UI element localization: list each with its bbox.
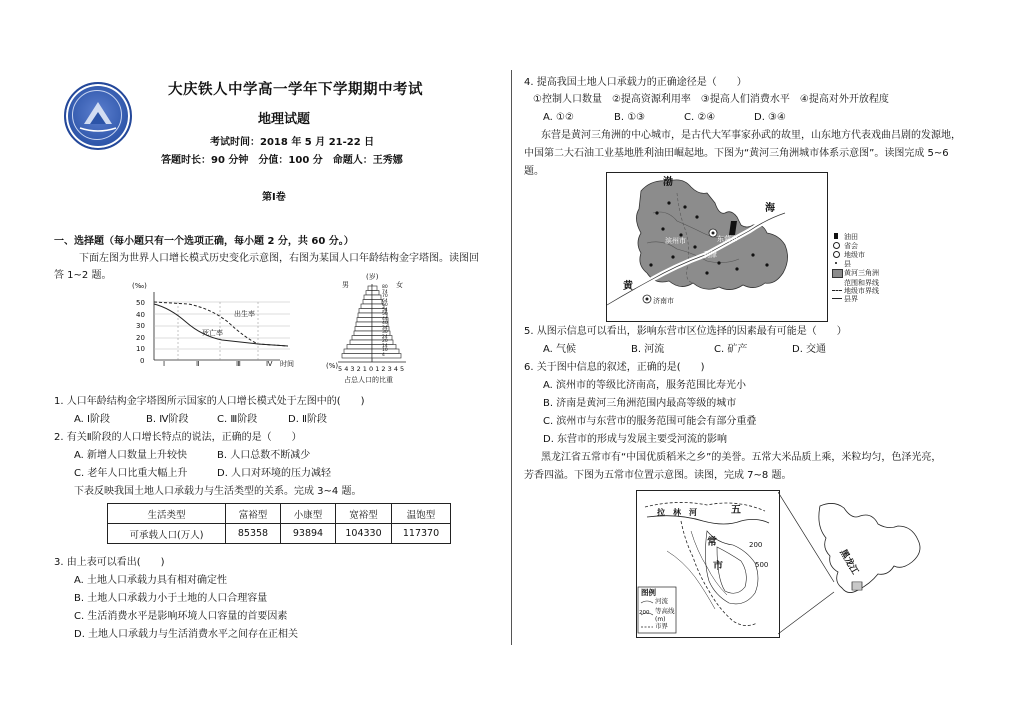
q1-option-c[interactable]: C. Ⅲ阶段 <box>217 414 258 425</box>
q4-option-d[interactable]: D. ③④ <box>754 112 786 123</box>
legend-title: 图例 <box>641 588 656 597</box>
q4-items: ①控制人口数量 ②提高资源利用率 ③提高人们消费水平 ④提高对外开放程度 <box>533 94 889 105</box>
yellow-river-delta-map <box>606 172 828 322</box>
wuchang-map: 拉 林 河 五 常 市 200 500 图例 河流 等高线 (m) 200 市界 <box>636 490 780 638</box>
q2-option-a[interactable]: A. 新增人口数量上升较快 <box>74 450 188 461</box>
table-row-label: 可承载人口(万人) <box>108 524 226 544</box>
q4-option-a[interactable]: A. ①② <box>543 112 574 123</box>
q1-option-a[interactable]: A. Ⅰ阶段 <box>74 414 110 425</box>
q1-option-d[interactable]: D. Ⅱ阶段 <box>288 414 327 425</box>
map1-legend: 油田 省会 地级市 县 黄河三角洲 范围和界线 地级市界线 县界 <box>832 232 902 302</box>
province-label: 黑龙江 <box>837 548 860 577</box>
sea-label: 渤 <box>663 177 673 188</box>
binzhou-label: 滨州市 <box>665 237 686 245</box>
table-header: 小康型 <box>281 504 336 524</box>
q2-option-d[interactable]: D. 人口对环境的压力减轻 <box>217 468 332 479</box>
heilongjiang-map <box>800 496 930 608</box>
question-2: 2. 有关Ⅱ阶段的人口增长特点的说法，正确的是（ ） <box>54 432 302 443</box>
dongying-intro-2: 中国第二大石油工业基地胜利油田崛起地。下图为“黄河三角洲城市体系示意图”。读图完成 5~6 <box>524 148 949 159</box>
sea-label-2: 海 <box>765 203 775 214</box>
volume-title: 第Ⅰ卷 <box>262 192 286 203</box>
wuchang-intro: 黑龙江省五常市有“中国优质稻米之乡”的美誉。五常大米品质上乘，米粒均匀，色泽光亮， <box>541 452 942 463</box>
jinan-label: 济南市 <box>653 297 674 305</box>
carrying-capacity-table <box>107 503 451 544</box>
q6-option-c[interactable]: C. 滨州市与东营市的服务范围可能会有部分重叠 <box>543 416 757 427</box>
question-4: 4. 提高我国土地人口承载力的正确途径是（ ） <box>524 77 747 88</box>
dongying-label: 东营市 <box>717 235 738 243</box>
q4-option-b[interactable]: B. ①③ <box>614 112 646 123</box>
section-heading: 一、选择题（每小题只有一个选项正确，每小题 2 分，共 60 分。） <box>54 236 354 247</box>
table-cell: 104330 <box>336 524 392 544</box>
subject-title: 地理试题 <box>258 112 311 127</box>
river-label: 黄 <box>623 281 633 292</box>
column-divider <box>511 70 512 645</box>
q6-option-a[interactable]: A. 滨州市的等级比济南高，服务范围比寿光小 <box>543 380 747 391</box>
birth-rate-label: 出生率 <box>234 310 255 318</box>
dongying-intro: 东营是黄河三角洲的中心城市，是古代大军事家孙武的故里，山东地方代表戏曲吕剧的发源地， <box>541 130 961 141</box>
q5-option-b[interactable]: B. 河流 <box>631 344 665 355</box>
exam-time: 考试时间：2018 年 5 月 21-22 日 <box>210 137 375 148</box>
pyramid-ages: 80 74 70 64 60 54 50 44 40 34 30 24 20 14 10 4 <box>382 285 388 358</box>
q5-option-a[interactable]: A. 气候 <box>543 344 577 355</box>
lijin-label: 利津 <box>703 251 717 259</box>
q5-option-d[interactable]: D. 交通 <box>792 344 827 355</box>
table-cell: 85358 <box>226 524 281 544</box>
table-cell: 93894 <box>281 524 336 544</box>
q3-option-d[interactable]: D. 土地人口承载力与生活消费水平之间存在正相关 <box>74 629 299 640</box>
table-header: 温饱型 <box>392 504 451 524</box>
q3-option-b[interactable]: B. 土地人口承载力小于土地的人口合理容量 <box>74 593 268 604</box>
dongying-intro-3: 题。 <box>524 166 544 177</box>
table-cell: 117370 <box>392 524 451 544</box>
q2-option-c[interactable]: C. 老年人口比重大幅上升 <box>74 468 188 479</box>
question-6: 6. 关于图中信息的叙述，正确的是( ) <box>524 362 705 373</box>
q3-option-a[interactable]: A. 土地人口承载力具有相对确定性 <box>74 575 228 586</box>
q1-option-b[interactable]: B. Ⅳ阶段 <box>146 414 189 425</box>
duration-info: 答题时长：90 分钟 分值：100 分 命题人：王秀娜 <box>161 155 403 166</box>
lalin-river-label: 拉 林 河 <box>657 508 697 517</box>
q6-option-b[interactable]: B. 济南是黄河三角洲范围内最高等级的城市 <box>543 398 737 409</box>
contour-label: 500 <box>755 561 769 569</box>
table-header: 富裕型 <box>226 504 281 524</box>
question-5: 5. 从图示信息可以看出，影响东营市区位选择的因素最有可能是（ ） <box>524 326 847 337</box>
table-header: 宽裕型 <box>336 504 392 524</box>
q6-option-d[interactable]: D. 东营市的形成与发展主要受河流的影响 <box>543 434 728 445</box>
q4-option-c[interactable]: C. ②④ <box>684 112 716 123</box>
exam-title: 大庆铁人中学高一学年下学期期中考试 <box>168 82 423 98</box>
q5-option-c[interactable]: C. 矿产 <box>714 344 748 355</box>
table-intro: 下表反映我国土地人口承载力与生活类型的关系。完成 3~4 题。 <box>74 486 362 497</box>
contour-label: 200 <box>749 541 763 549</box>
school-logo <box>64 82 132 150</box>
q2-option-b[interactable]: B. 人口总数不断减少 <box>217 450 311 461</box>
wuchang-intro-2: 芳香四溢。下图为五常市位置示意图。读图，完成 7~8 题。 <box>524 470 792 481</box>
question-3: 3. 由上表可以看出( ) <box>54 557 165 568</box>
question-1: 1. 人口年龄结构金字塔图所示国家的人口增长模式处于左图中的( ) <box>54 396 365 407</box>
intro-text: 下面左图为世界人口增长模式历史变化示意图，右图为某国人口年龄结构金字塔图。读图回 <box>79 253 479 264</box>
q3-option-c[interactable]: C. 生活消费水平是影响环境人口容量的首要因素 <box>74 611 288 622</box>
table-header: 生活类型 <box>108 504 226 524</box>
death-rate-label: 死亡率 <box>202 329 223 337</box>
y-ticks: 50 40 30 20 10 0 <box>136 299 145 365</box>
growth-model-chart: (‰) 50 40 30 20 10 0 出生率 死亡率 Ⅰ Ⅱ Ⅲ Ⅳ 时间 <box>132 282 294 368</box>
intro-text-cont: 答 1~2 题。 <box>54 270 112 281</box>
population-pyramid: (岁) 男 女 80 74 70 64 60 54 50 44 40 34 30 24 20 14 10 4 (%) 5 4 3 2 1 0 1 2 3 4 5 占总人口的比重 <box>326 273 405 384</box>
